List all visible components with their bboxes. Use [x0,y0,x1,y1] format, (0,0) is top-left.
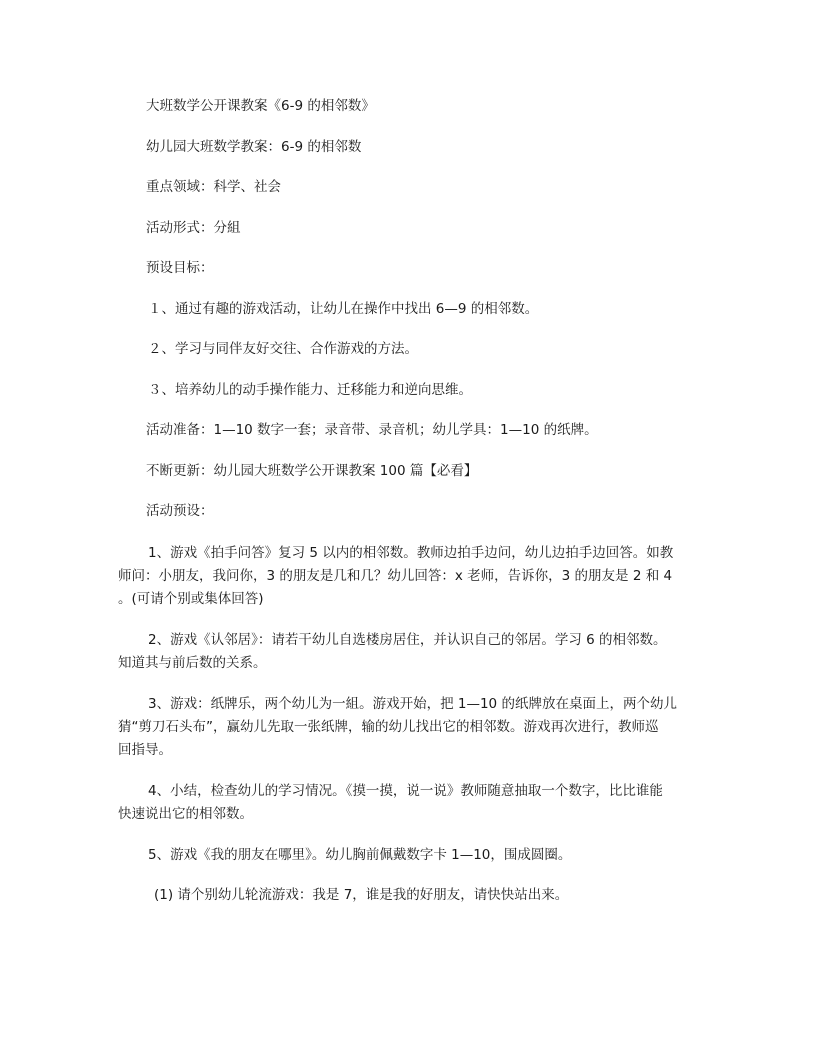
goals-heading: 预设目标： [146,260,214,276]
step-line: 回指导。 [118,741,172,758]
document-title: 大班数学公开课教案《6-9 的相邻数》 [146,98,375,114]
sub-step: (1) 请个别幼儿轮流游戏：我是 7，谁是我的好朋友，请快快站出来。 [154,886,569,903]
activity-preparation: 活动准备：1—10 数字一套；录音带、录音机；幼儿学具：1—10 的纸牌。 [146,422,598,438]
step-line: 1、游戏《拍手问答》复习 5 以内的相邻数。教师边拍手边问，幼儿边拍手边回答。如教 [148,544,674,561]
step-paragraph [118,780,718,826]
step-line: 猜“剪刀石头布”，赢幼儿先取一张纸牌，输的幼儿找出它的相邻数。游戏再次进行，教师巡 [118,718,659,735]
step-paragraph [118,629,718,675]
step-line: 5、游戏《我的朋友在哪里》。幼儿胸前佩戴数字卡 1—10，围成圆圈。 [148,846,572,863]
step-line: 。(可请个别或集体回答) [118,590,264,607]
step-paragraph [118,693,718,762]
document-subtitle: 幼儿园大班数学教案：6-9 的相邻数 [146,138,362,155]
goal-item: ２、学习与同伴友好交往、合作游戏的方法。 [148,341,418,357]
process-heading: 活动预设： [146,503,214,519]
step-line: 快速说出它的相邻数。 [118,805,253,822]
focus-domain: 重点领域：科学、社会 [146,179,281,195]
step-line: 3、游戏：纸牌乐，两个幼儿为一組。游戏开始，把 1—10 的纸牌放在桌面上，两个幼儿 [148,695,677,712]
goal-item: １、通过有趣的游戏活动，让幼儿在操作中找出 6—9 的相邻数。 [148,300,539,317]
step-line: 2、游戏《认邻居》：请若干幼儿自选楼房居住，并认识自己的邻居。学习 6 的相邻数。 [148,631,667,648]
goal-item: ３、培养幼儿的动手操作能力、迁移能力和逆向思维。 [148,381,472,398]
document-body [118,96,718,905]
activity-form: 活动形式：分組 [146,219,241,236]
step-line: 4、小结，检查幼儿的学习情况。《摸一摸，说一说》教师随意抽取一个数字，比比谁能 [148,782,663,799]
step-line: 知道其与前后数的关系。 [118,654,267,671]
step-paragraph [118,844,718,867]
step-paragraph [118,542,718,611]
update-note: 不断更新：幼儿园大班数学公开课教案 100 篇【必看】 [146,462,478,479]
step-line: 师问：小朋友，我问你，3 的朋友是几和几？幼儿回答：x 老师，告诉你，3 的朋友是 2 和 4 [118,567,673,584]
